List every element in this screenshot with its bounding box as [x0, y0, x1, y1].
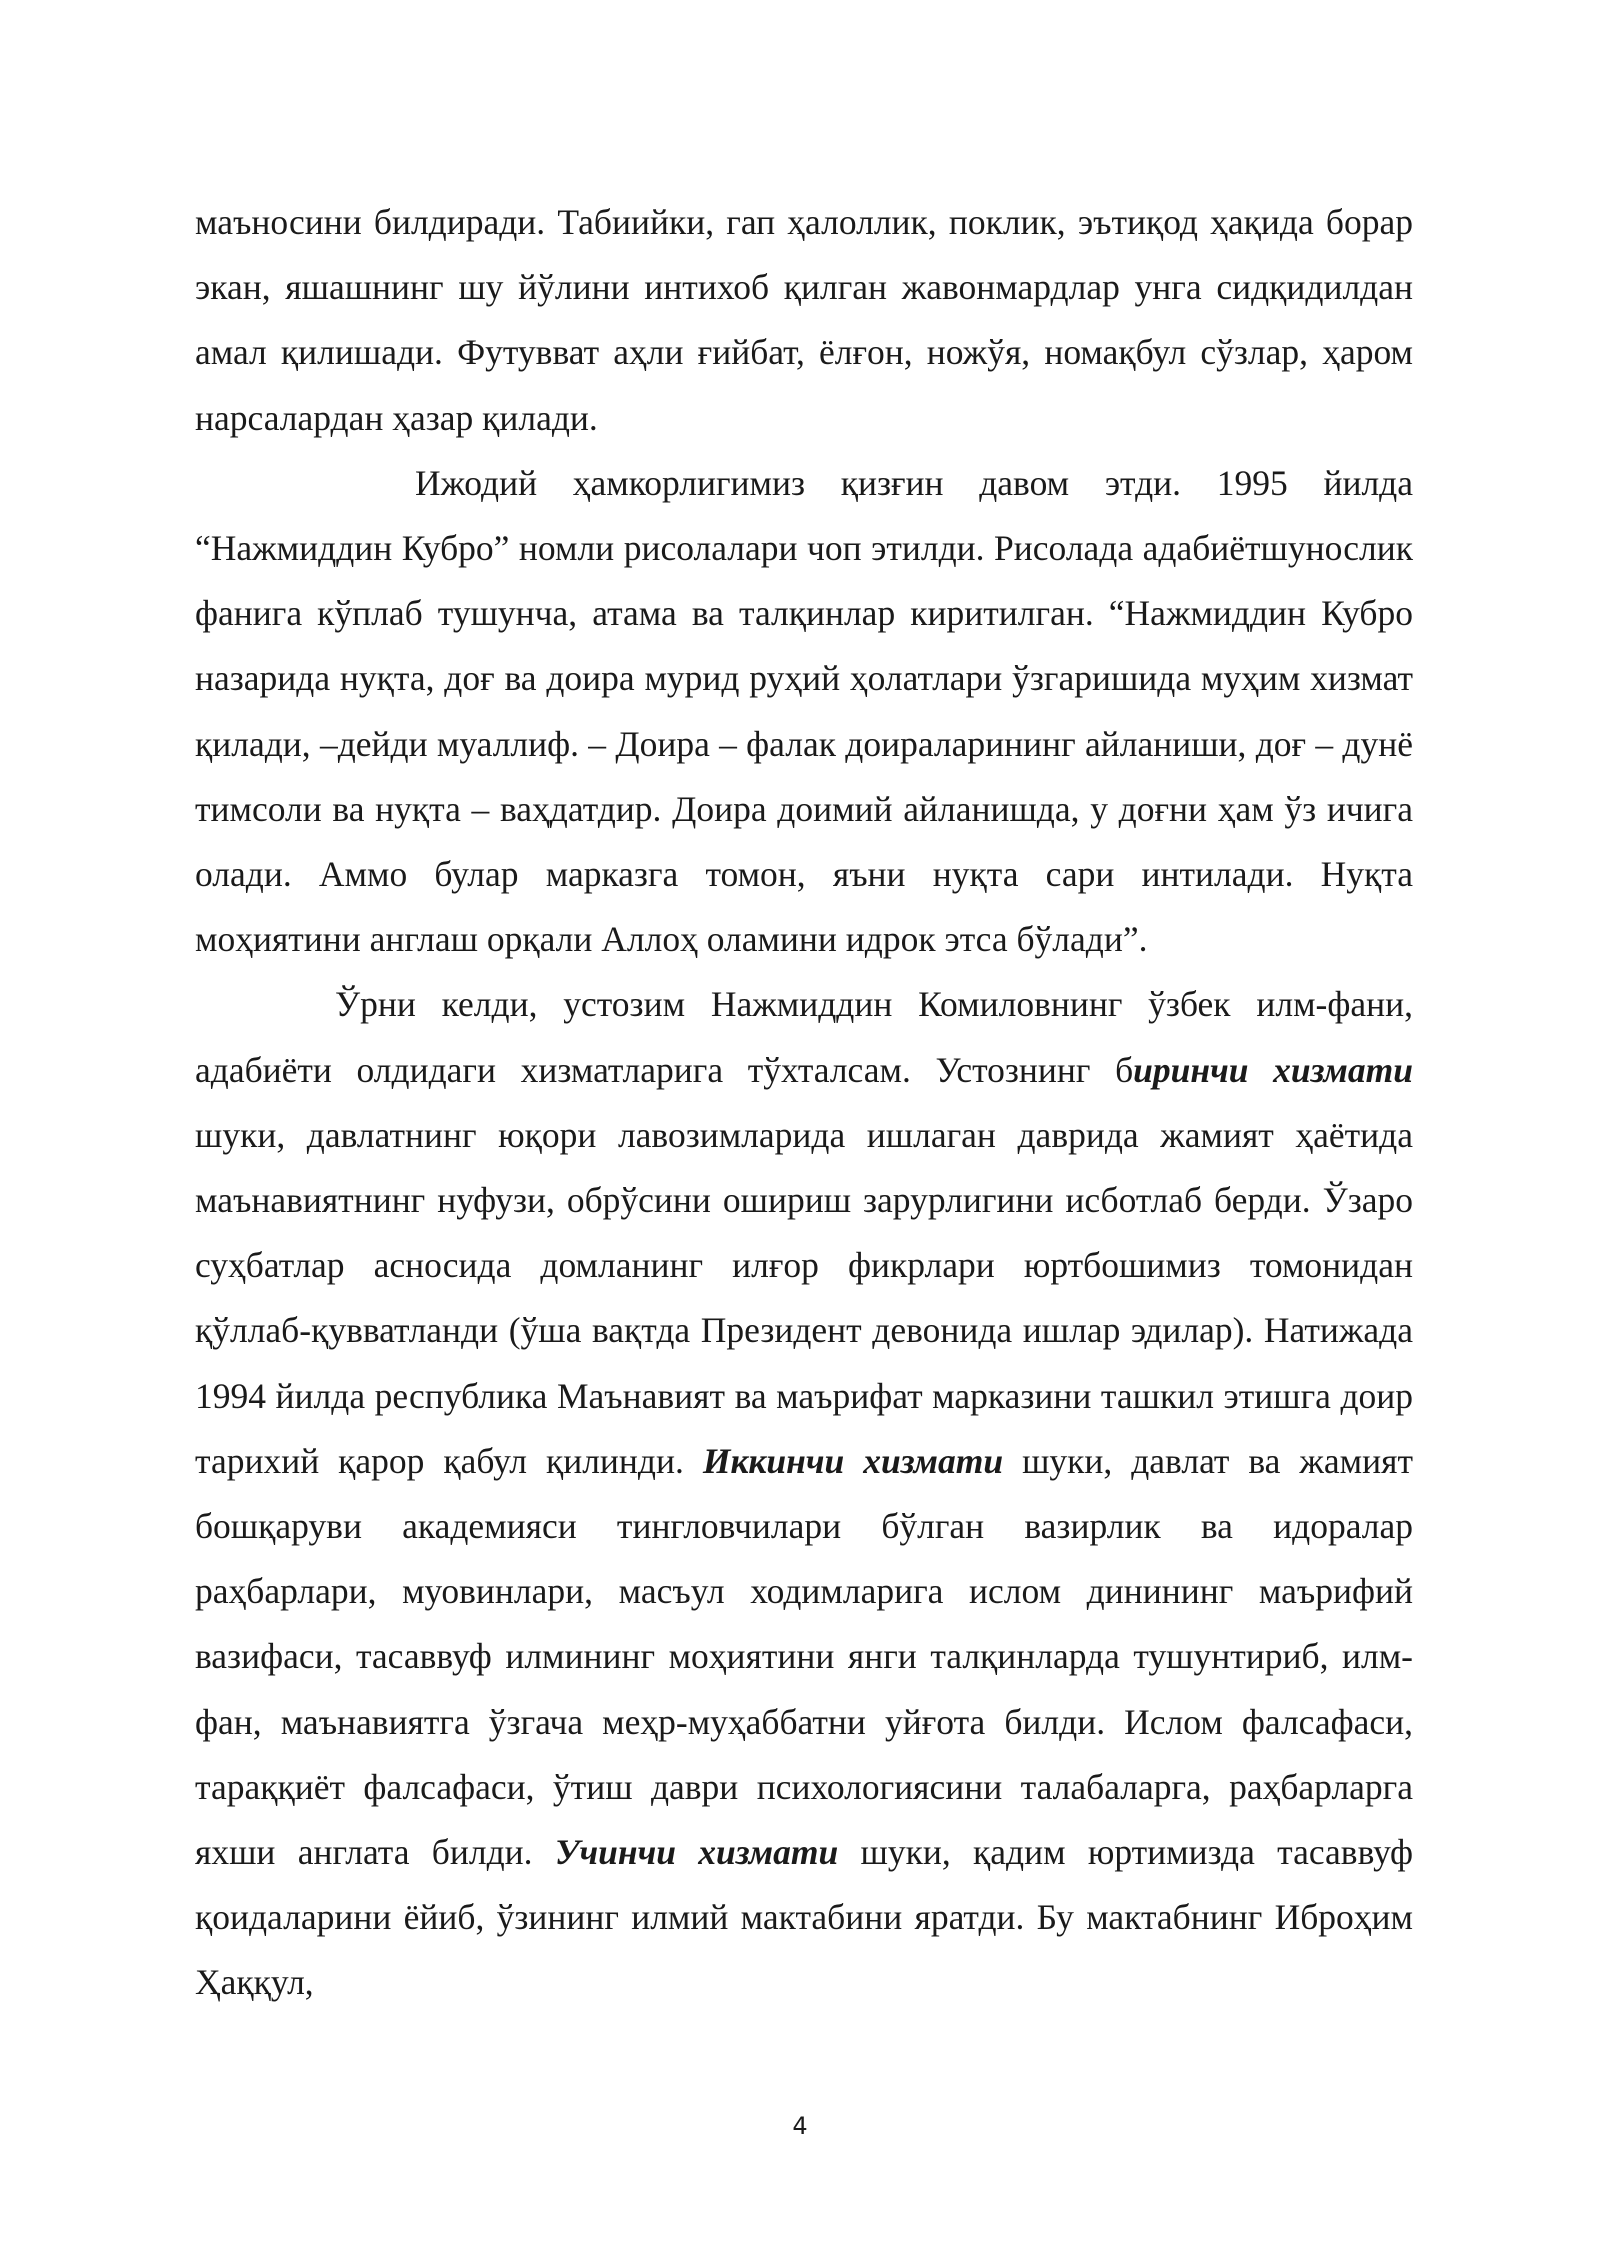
emphasis-first-service: иринчи хизмати: [1133, 1049, 1413, 1090]
paragraph-3: [195, 972, 1413, 2015]
document-page: [195, 190, 1413, 2016]
emphasis-second-service: Иккинчи хизмати: [702, 1440, 1004, 1481]
page-number: 4: [792, 2112, 808, 2140]
emphasis-third-service: Учинчи хизмати: [554, 1832, 839, 1873]
paragraph-2: Ижодий ҳамкорлигимиз қизғин давом этди. 1995 йилда “Нажмиддин Кубро” номли рисолалари чоп этилди. Рисолада адабиётшунослик фанига кўплаб тушунча, атама ва талқинлар киритилган. “Нажмиддин Кубро назарида нуқта, доғ ва доира мурид руҳий ҳолатлари ўзгаришида муҳим хизмат қилади, –дейди муаллиф. – Доира – фалак доираларининг айланиши, доғ – дунё тимсоли ва нуқта – ваҳдатдир. Доира доимий айланишда, у доғни ҳам ўз ичига олади. Аммо булар марказга томон, яъни нуқта сари интилади. Нуқта моҳиятини англаш орқали Аллоҳ оламини идрок этса бўлади”.: [195, 462, 1413, 960]
paragraph-3-text-a: Ўрни келди, устозим Нажмиддин Комиловнинг ўзбек илм-фани, адабиёти олдидаги хизматларига тўхталсам. Устознинг б: [195, 984, 1413, 1090]
paragraph-3-text-b: шуки, давлатнинг юқори лавозимларида ишлаган даврида жамият ҳаётида маънавиятнинг нуфузи, обрўсини ошириш зарурлигини исботлаб берди. Ўзаро суҳбатлар асносида домланинг илғор фикрлари юртбошимиз томонидан қўллаб-қувватланди (ўша вақтда Президент девонида ишлар эдилар). Натижада 1994 йилда республика Маънавият ва маърифат марказини ташкил этишга доир тарихий қарор қабул қилинди.: [195, 1114, 1413, 1481]
paragraph-3-text-d: шуки, қадим юртимизда тасаввуф қоидаларини ёйиб, ўзининг илмий мактабини яратди. Бу мактабнинг Иброҳим Ҳаққул,: [195, 1832, 1413, 2003]
paragraph-3-text-c: шуки, давлат ва жамият бошқаруви академияси тингловчилари бўлган вазирлик ва идоралар раҳбарлари, муовинлари, масъул ходимларига ислом динининг маърифий вазифаси, тасаввуф илмининг моҳиятини янги талқинларда тушунтириб, илм-фан, маънавиятга ўзгача меҳр-муҳаббатни уйғота билди. Ислом фалсафаси, тараққиёт фалсафаси, ўтиш даври психологиясини талабаларга, раҳбарларга яхши англата билди.: [195, 1440, 1413, 1873]
paragraph-1: маъносини билдиради. Табиийки, гап ҳалоллик, поклик, эътиқод ҳақида борар экан, яшашнинг шу йўлини интихоб қилган жавонмардлар унга сидқидилдан амал қилишади. Футувват аҳли ғийбат, ёлғон, ножўя, номақбул сўзлар, ҳаром нарсалардан ҳазар қилади.: [195, 202, 1413, 438]
